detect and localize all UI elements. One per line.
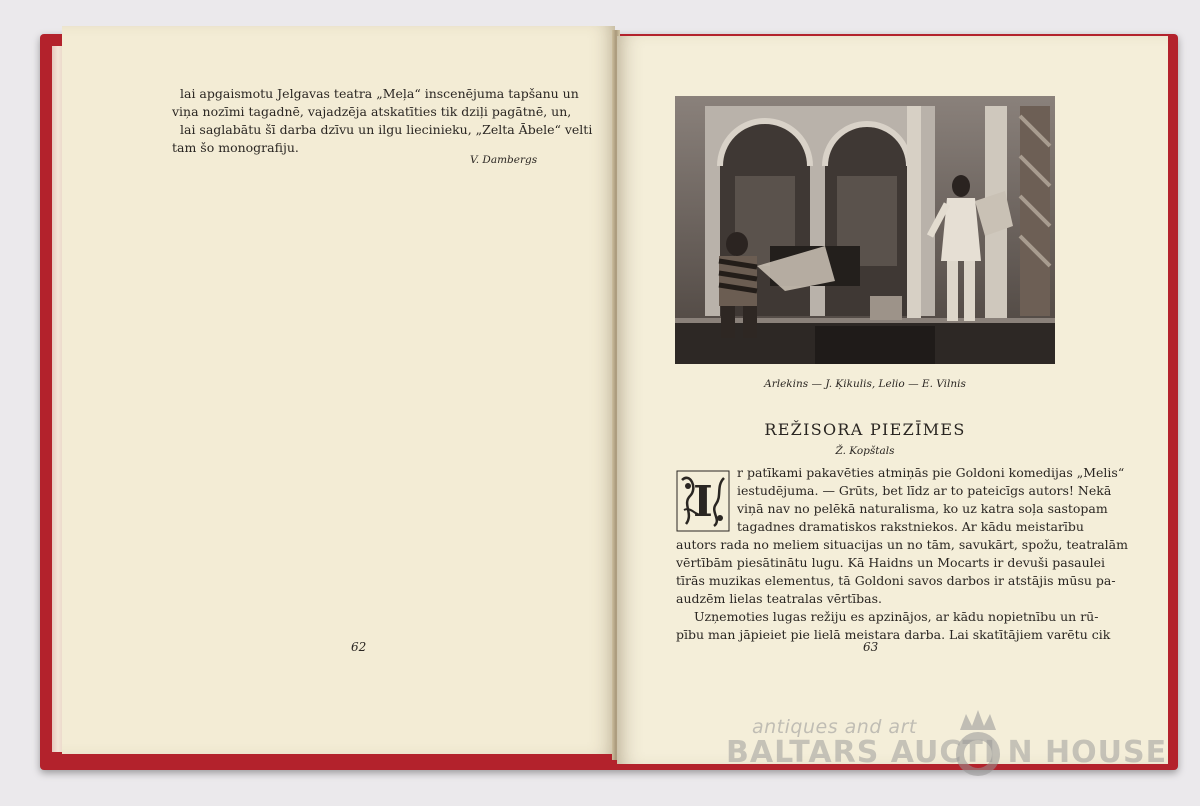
body-line-1: r patīkami pakavēties atmiņās pie Goldoni komedijas „Melis“	[737, 465, 1125, 480]
stage-photo-image	[675, 96, 1055, 364]
crown-logo-icon	[948, 710, 1008, 776]
section-title: REŽISORA PIEZĪMES	[764, 420, 966, 439]
body-line-2: iestudējuma. — Grūts, bet līdz ar to pateicīgs autors! Nekā	[737, 483, 1112, 498]
left-line-3: lai saglabātu šī darba dzīvu un ilgu liecinieku, „Zelta Ābele“ velti	[180, 122, 593, 137]
body-line-8: audzēm lielas teatralas vērtības.	[676, 591, 883, 606]
left-line-1: lai apgaismotu Jelgavas teatra „Meļa“ inscenējuma tapšanu un	[180, 86, 579, 101]
photo-caption: Arlekins — J. Ķikulis, Lelio — E. Vilnis	[764, 378, 966, 390]
watermark-brand: BALTARS AUCTI N HOUSE	[726, 735, 1168, 770]
ornament-icon	[676, 470, 730, 532]
body-line-4: tagadnes dramatiskos rakstniekos. Ar kādu meistarību	[737, 519, 1084, 534]
page-number-right: 63	[863, 640, 879, 654]
drop-cap-letter: I	[693, 477, 713, 526]
body-line-7: tīrās muzikas elementus, tā Goldoni savos darbos ir atstājis mūsu pa-	[676, 573, 1116, 588]
left-line-2: viņa nozīmi tagadnē, vajadzēja atskatīties tik dziļi pagātnē, un,	[172, 104, 572, 119]
page-number-left: 62	[351, 640, 367, 654]
body-line-6: vērtībām piesātinātu lugu. Kā Haidns un Mocarts ir devuši pasaulei	[676, 555, 1106, 570]
body-line-9: Uzņemoties lugas režiju es apzinājos, ar kādu nopietnību un rū-	[694, 609, 1099, 624]
stage-photo	[675, 96, 1055, 364]
signature: V. Dambergs	[470, 154, 538, 166]
watermark-tagline: antiques and art	[752, 716, 917, 738]
section-author: Ž. Kopštals	[835, 445, 895, 457]
body-line-3: viņā nav no pelēkā naturalisma, ko uz katra soļa sastopam	[737, 501, 1108, 516]
body-line-5: autors rada no meliem situacijas un no tām, savukārt, spožu, teatralām	[676, 537, 1128, 552]
left-line-4: tam šo monografiju.	[172, 140, 299, 155]
drop-cap-initial	[676, 470, 730, 532]
body-line-10: pību man jāpieiet pie lielā meistara darba. Lai skatītājiem varētu cik	[676, 627, 1111, 642]
